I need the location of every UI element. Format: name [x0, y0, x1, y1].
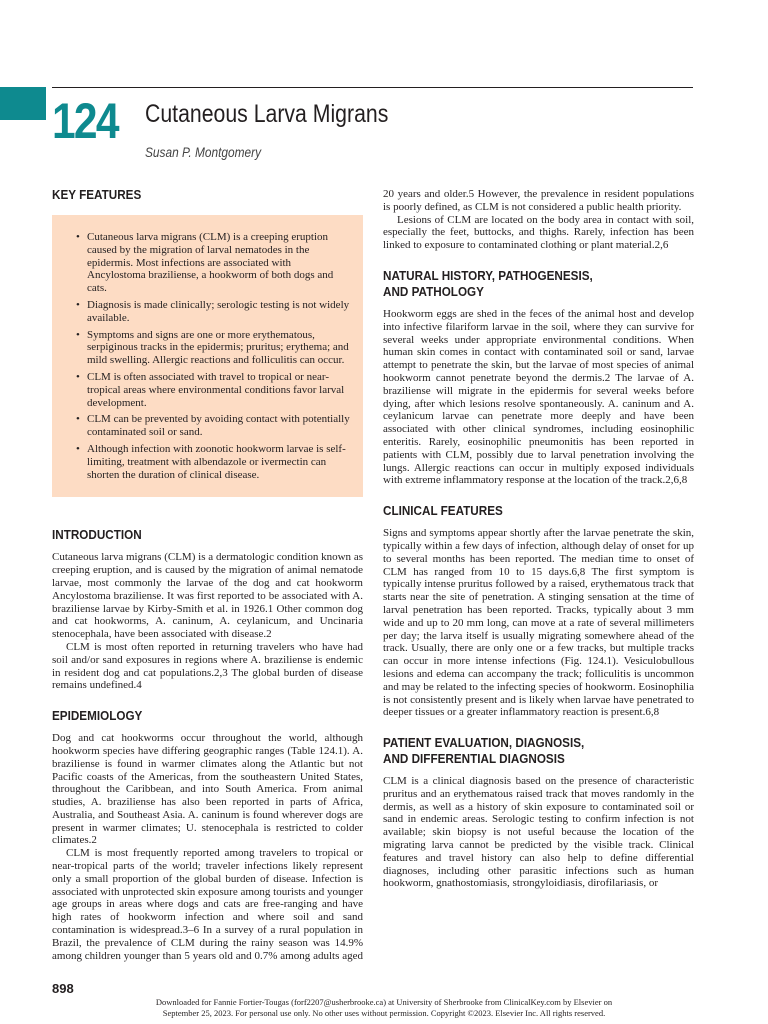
- key-feature-item: [76, 413, 351, 439]
- natural-history-heading-line: NATURAL HISTORY, PATHOGENESIS,: [383, 267, 593, 283]
- key-features-list: [64, 231, 351, 481]
- key-feature-text: Symptoms and signs are one or more erythematous, serpiginous tracks in the epidermis; pruritus; erythema; and mild swelling. Allergic reactions and folliculitis can occur.: [87, 328, 349, 367]
- chapter-author: Susan P. Montgomery: [145, 145, 262, 160]
- patient-evaluation-heading-line: PATIENT EVALUATION, DIAGNOSIS,: [383, 735, 585, 751]
- epidemiology-paragraph: Lesions of CLM are located on the body area in contact with soil, especially the feet, buttocks, and thighs. Rarely, infection has been linked to exposure to contaminated clothing or plant material.2,6: [383, 213, 694, 252]
- key-feature-item: [76, 443, 351, 481]
- epidemiology-paragraph-continued: 20 years and older.5 However, the prevalence in resident populations is poorly defined, as CLM is not considered a public health priority.: [383, 188, 694, 213]
- header-rule: [52, 87, 693, 88]
- footer-line: September 25, 2023. For personal use only. No other uses without permission. Copyright ©2023. Elsevier Inc. All rights reserved.: [162, 1007, 606, 1018]
- key-feature-item: [76, 231, 351, 295]
- chapter-title: Cutaneous Larva Migrans: [145, 100, 389, 128]
- patient-evaluation-heading-line: AND DIFFERENTIAL DIAGNOSIS: [383, 751, 565, 767]
- key-feature-item: [76, 329, 351, 367]
- key-feature-text: Although infection with zoonotic hookworm larvae is self-limiting, treatment with albendazole or ivermectin can shorten the duration of clinical disease.: [87, 442, 346, 481]
- epidemiology-paragraph: CLM is most frequently reported among travelers to tropical or near-tropical parts of the world; traveler infections likely represent only a small proportion of the global burden of disease. Infection is associated with unprotected skin exposure among tourists and younger age groups in areas where dogs and cats are free-ranging and have high rates of hookworm infection and where soil and sand contamination is widespread.3–6 In a survey of a rural population in Brazil, the prevalence of CLM during the rainy season was 14.9% among children younger than 5 years old and 0.7% among adults aged: [52, 847, 363, 962]
- key-feature-text: Cutaneous larva migrans (CLM) is a creeping eruption caused by the migration of larval nematodes in the epidermis. Most infections are associated with Ancylostoma braziliense, a hookworm of both dogs and cats.: [87, 231, 334, 295]
- natural-history-heading-line: AND PATHOLOGY: [383, 283, 484, 299]
- key-feature-item: [76, 371, 351, 409]
- download-footer: [0, 997, 768, 1018]
- key-feature-text: CLM is often associated with travel to tropical or near-tropical areas where environmental conditions favor larval development.: [87, 370, 345, 409]
- introduction-heading: INTRODUCTION: [52, 527, 142, 543]
- natural-history-heading: [383, 268, 663, 300]
- clinical-features-paragraph: Signs and symptoms appear shortly after the larvae penetrate the skin, typically within a few days of infection, although delay of onset for up to several months has been reported. The median time to onset of CLM has ranged from 10 to 15 days.6,8 The first symptom is typically intense pruritus followed by a raised, erythematous track that starts near the site of penetration. A stinging sensation at the time of larval penetration has been reported. Tracks, typically about 3 mm wide and up to 20 mm long, can move at a rate of several millimeters per day; the larva itself is usually migrating somewhere ahead of the track. Usually, there are only one or a few tracks, but multiple tracks can occur in more intense infections (Fig. 124.1). Vesiculobullous lesions and edema can accompany the track; folliculitis is uncommon and may be related to the infecting species of hookworm. Eosinophilia is not consistently present and is likely when larvae have penetrated to deeper tissues or a greater inflammatory reaction is present.6,8: [383, 527, 694, 719]
- page-number: 898: [52, 981, 74, 996]
- introduction-paragraph: Cutaneous larva migrans (CLM) is a dermatologic condition known as creeping eruption, and is caused by the migration of animal nematode larvae, most commonly the larvae of the dog and cat hookworm Ancylostoma braziliense. It was first reported to be associated with A. braziliense larvae by Kirby-Smith et al. in 1926.1 Other common dog and cat hookworms, A. caninum, A. ceylanicum, and Uncinaria stenocephala, have been associated with disease.2: [52, 551, 363, 641]
- chapter-accent-bar: [0, 87, 46, 120]
- epidemiology-heading: EPIDEMIOLOGY: [52, 708, 143, 724]
- patient-evaluation-paragraph: CLM is a clinical diagnosis based on the presence of characteristic pruritus and an erythematous raised track that moves randomly in the dermis, as well as a history of skin exposure to contaminated soil or sand in endemic areas. Serologic testing to confirm infection is not available; skin biopsy is not useful because the location of the migrating larva cannot be predicted by the visible track. Clinical features and travel history can also help to define differential diagnoses, including other parasitic infections such as human hookworm, gnathostomiasis, strongyloidiasis, dirofilariasis, or: [383, 775, 694, 890]
- left-column: [52, 187, 363, 962]
- key-features-box: [52, 215, 363, 497]
- key-feature-item: [76, 299, 351, 325]
- key-feature-text: CLM can be prevented by avoiding contact with potentially contaminated soil or sand.: [87, 413, 350, 439]
- key-feature-text: Diagnosis is made clinically; serologic testing is not widely available.: [87, 298, 350, 324]
- footer-line: Downloaded for Fannie Fortier-Tougas (forf2207@usherbrooke.ca) at University of Sherbrooke from ClinicalKey.com by Elsevier on: [155, 997, 613, 1007]
- introduction-paragraph: CLM is most often reported in returning travelers who have had soil and/or sand exposures in regions where A. braziliense is endemic in resident dog and cat populations.2,3 The global burden of disease remains undefined.4: [52, 640, 363, 692]
- natural-history-paragraph: Hookworm eggs are shed in the feces of the animal host and develop into infective filariform larvae in the soil, where they can survive for several weeks under appropriate environmental conditions. When human skin comes in contact with contaminated soil or sand, larvae attempt to penetrate the skin, but the larvae of most species of animal hookworm cannot penetrate beyond the dermis.2 The larvae of A. braziliense will migrate in the epidermis for several weeks before dying, after which lesions resolve spontaneously. A. caninum and A. ceylanicum larvae can penetrate more deeply and have been associated with other clinical syndromes, including eosinophilic enteritis. Rarely, eosinophilic pneumonitis has been reported in patients with CLM, possibly due to larval penetration involving the lungs. Allergic reactions can occur in multiply exposed individuals with extreme inflammatory response at the location of the track.2,6,8: [383, 307, 694, 487]
- key-features-heading: KEY FEATURES: [52, 187, 142, 202]
- chapter-number: 124: [52, 93, 118, 149]
- patient-evaluation-heading: [383, 735, 663, 767]
- epidemiology-paragraph: Dog and cat hookworms occur throughout the world, although hookworm species have differing geographic ranges (Table 124.1). A. braziliense is found in warmer climates along the Atlantic but not Pacific coasts of the Americas, from the southeastern United States, throughout the Caribbean, and into South America. From animal studies, A. braziliense has also been reported in parts of Africa, Australia, and Southeast Asia. A. caninum is found wherever dogs are present in warmer climates; U. stenocephala is restricted to colder climates.2: [52, 732, 363, 847]
- right-column: [383, 188, 694, 890]
- clinical-features-heading: CLINICAL FEATURES: [383, 503, 503, 519]
